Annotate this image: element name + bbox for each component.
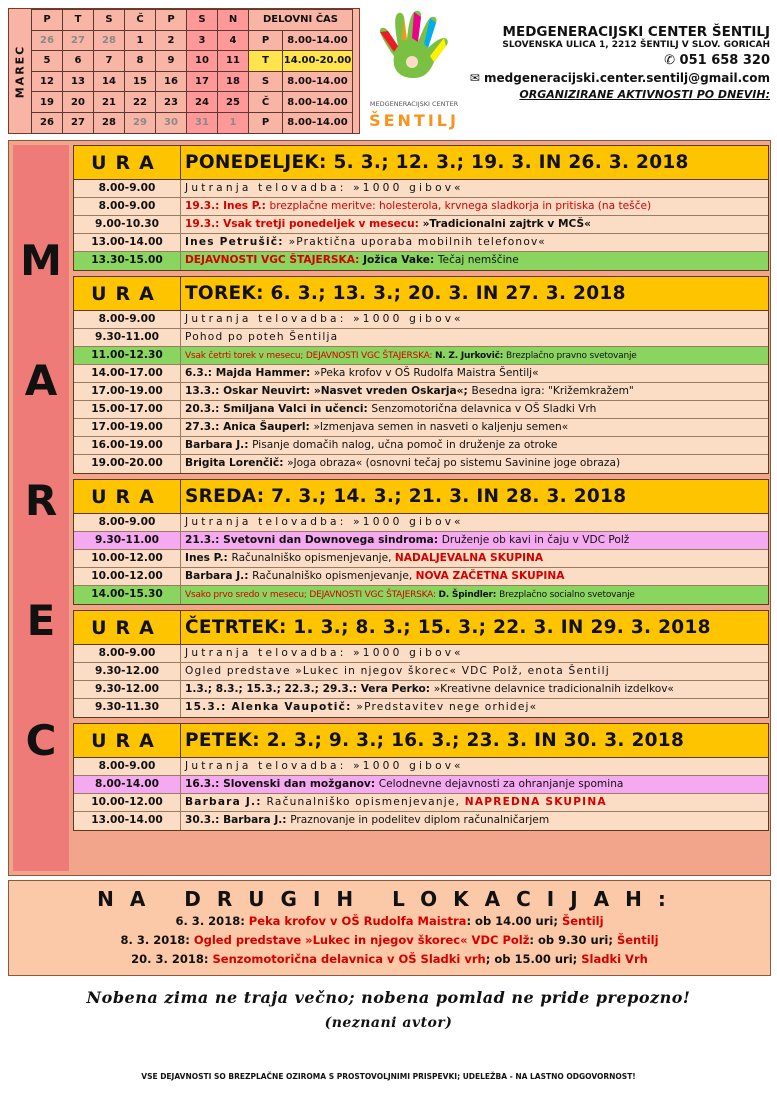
calendar-day: 29 (125, 112, 156, 133)
calendar-week-code: P (249, 112, 283, 133)
activity-row (74, 455, 768, 473)
text-span: Brigita Lorenčič: (185, 457, 288, 469)
other-location-line (9, 913, 770, 930)
handprint-logo-icon (368, 8, 460, 134)
text-span: Besedna igra: "Križemkražem" (471, 385, 634, 397)
calendar-day: 4 (218, 30, 249, 51)
text-span: »Tradicionalni zajtrk v MCŠ« (422, 218, 591, 230)
text-span: Druženje ob kavi in čaju v VDC Polž (441, 534, 630, 546)
text-span: Senzomotorična delavnica v OŠ Sladki Vrh (371, 403, 597, 415)
text-span: DEJAVNOSTI VGC ŠTAJERSKA: (185, 254, 364, 266)
calendar-day: 23 (156, 92, 187, 113)
activity-time: 11.00-12.30 (74, 347, 181, 364)
org-email: ✉ medgeneracijski.center.sentilj@gmail.com (469, 71, 770, 85)
calendar-day: 17 (187, 71, 218, 92)
activity-time: 10.00-12.00 (74, 794, 181, 811)
text-span: Vsak četrti torek v mesecu; DEJAVNOSTI VGC ŠTAJERSKA: (185, 351, 435, 361)
activity-description (181, 216, 768, 233)
activity-description (181, 347, 768, 364)
text-span: 27.3.: Anica Šauperl: (185, 421, 314, 433)
text-span: Ogled predstave »Lukec in njegov škorec« VDC Polž, enota Šentilj (185, 665, 610, 677)
text-span: Računalniško opismenjevanje, (231, 552, 395, 564)
time-column-header: URA (74, 277, 181, 310)
text-span: Brezplačno pravno svetovanje (506, 351, 637, 361)
activity-row (74, 663, 768, 681)
calendar-day: 30 (156, 112, 187, 133)
activity-time: 10.00-12.00 (74, 550, 181, 567)
calendar-day: 14 (94, 71, 125, 92)
text-span: Jutranja telovadba: »1000 gibov« (185, 182, 464, 194)
text-span: Pohod po poteh Šentilja (185, 331, 339, 343)
logo-line1: MEDGENERACIJSKI CENTER (369, 100, 459, 108)
calendar-day: 21 (94, 92, 125, 113)
calendar-day-header: S (94, 10, 125, 31)
activity-description (181, 681, 768, 698)
calendar-day: 27 (63, 112, 94, 133)
activity-time: 10.00-12.00 (74, 568, 181, 585)
activity-description (181, 514, 768, 531)
activity-description (181, 776, 768, 793)
text-span: Ogled predstave »Lukec in njegov škorec« VDC Polž (193, 933, 530, 947)
text-span: Barbara J.: (185, 570, 253, 582)
month-letter: R (24, 476, 58, 525)
calendar-day: 15 (125, 71, 156, 92)
calendar-day: 2 (156, 30, 187, 51)
text-span: Jutranja telovadba: »1000 gibov« (185, 516, 464, 528)
calendar-week-code: Č (249, 92, 283, 113)
logo (368, 8, 460, 134)
footer-note: VSE DEJAVNOSTI SO BREZPLAČNE OZIROMA S PROSTOVOLJNIMI PRISPEVKI; UDELEŽBA - NA LASTNO ODGOVORNOST! (141, 1072, 636, 1081)
organization-info (460, 24, 770, 101)
activity-time: 9.30-12.00 (74, 663, 181, 680)
time-column-header: URA (74, 611, 181, 644)
activity-row (74, 586, 768, 604)
text-span: Peka krofov v OŠ Rudolfa Maistra (248, 914, 467, 928)
activity-time: 8.00-9.00 (74, 514, 181, 531)
activity-time: 9.30-11.00 (74, 329, 181, 346)
activity-description (181, 586, 768, 604)
text-span: 15.3.: Alenka Vaupotič: (185, 701, 357, 713)
text-span: 6. 3. 2018: (175, 914, 249, 928)
activity-description (181, 198, 768, 215)
activity-description (181, 329, 768, 346)
calendar-day: 11 (218, 51, 249, 72)
activity-description (181, 812, 768, 830)
activity-row (74, 514, 768, 532)
activity-description (181, 437, 768, 454)
activity-description (181, 252, 768, 270)
calendar-day: 24 (187, 92, 218, 113)
text-span: 16.3.: Slovenski dan možganov: (185, 778, 379, 790)
calendar-day: 26 (32, 30, 63, 51)
text-span: Ines P.: (185, 552, 232, 564)
text-span: Celodnevne dejavnosti za ohranjanje spomina (378, 778, 624, 790)
activity-description (181, 311, 768, 328)
time-column-header: URA (74, 724, 181, 757)
org-name: MEDGENERACIJSKI CENTER ŠENTILJ (502, 24, 770, 40)
activity-row (74, 401, 768, 419)
other-locations (8, 880, 771, 976)
activity-time: 19.00-20.00 (74, 455, 181, 473)
activity-row (74, 252, 768, 270)
day-title: ČETRTEK: 1. 3.; 8. 3.; 15. 3.; 22. 3. IN 29. 3. 2018 (185, 617, 711, 638)
day-section (73, 479, 769, 605)
activity-row (74, 532, 768, 550)
activity-time: 8.00-9.00 (74, 311, 181, 328)
calendar-day: 28 (94, 112, 125, 133)
logo-line2: ŠENTILJ (369, 111, 459, 130)
time-column-header: URA (74, 146, 181, 179)
activity-row (74, 347, 768, 365)
calendar-hours-header: DELOVNI ČAS (249, 10, 353, 31)
calendar-day-header: S (187, 10, 218, 31)
text-span: Pisanje domačih nalog, učna pomoč in druženje za otroke (252, 439, 558, 451)
activity-row (74, 311, 768, 329)
time-column-header: URA (74, 480, 181, 513)
calendar-day: 7 (94, 51, 125, 72)
calendar-day: 18 (218, 71, 249, 92)
activity-description (181, 645, 768, 662)
activity-description (181, 180, 768, 197)
month-letter: A (24, 356, 58, 405)
calendar-day: 12 (32, 71, 63, 92)
activity-time: 13.30-15.00 (74, 252, 181, 270)
activity-description (181, 401, 768, 418)
day-section (73, 610, 769, 718)
activity-time: 8.00-9.00 (74, 758, 181, 775)
calendar-day: 1 (218, 112, 249, 133)
activity-row (74, 329, 768, 347)
text-span: Jutranja telovadba: »1000 gibov« (185, 647, 464, 659)
text-span: : ob 9.30 uri; (529, 933, 617, 947)
text-span: 8. 3. 2018: (120, 933, 194, 947)
calendar-day: 9 (156, 51, 187, 72)
text-span: ; ob 15.00 uri; (485, 952, 582, 966)
calendar-week-hours: 8.00-14.00 (283, 71, 353, 92)
day-title: TOREK: 6. 3.; 13. 3.; 20. 3. IN 27. 3. 2018 (185, 283, 626, 304)
activity-description (181, 550, 768, 567)
other-locations-title: NA DRUGIH LOKACIJAH: (97, 887, 682, 911)
text-span: Tečaj nemščine (437, 254, 519, 266)
text-span: Računalniško opismenjevanje, (266, 796, 465, 808)
calendar-day-header: P (32, 10, 63, 31)
day-title: PONEDELJEK: 5. 3.; 12. 3.; 19. 3. IN 26. 3. 2018 (185, 152, 689, 173)
text-span: NADALJEVALNA SKUPINA (394, 552, 544, 564)
text-span: 20. 3. 2018: (131, 952, 213, 966)
calendar-day: 13 (63, 71, 94, 92)
text-span: Brezplačno socialno svetovanje (499, 590, 635, 600)
activity-description (181, 234, 768, 251)
calendar-day: 1 (125, 30, 156, 51)
calendar-day-header: T (63, 10, 94, 31)
calendar-day: 10 (187, 51, 218, 72)
calendar-week-code: S (249, 71, 283, 92)
text-span: 19.3.: Ines P.: (185, 200, 270, 212)
activity-row (74, 216, 768, 234)
activity-description (181, 419, 768, 436)
day-section (73, 723, 769, 831)
activity-row (74, 812, 768, 830)
day-header (74, 277, 768, 311)
calendar-day: 3 (187, 30, 218, 51)
activity-description (181, 383, 768, 400)
org-address: SLOVENSKA ULICA 1, 2212 ŠENTILJ V SLOV. GORICAH (502, 40, 770, 50)
calendar-day: 28 (94, 30, 125, 51)
activity-time: 8.00-9.00 (74, 180, 181, 197)
activity-time: 9.00-10.30 (74, 216, 181, 233)
calendar-day: 16 (156, 71, 187, 92)
calendar-day: 25 (218, 92, 249, 113)
activity-row (74, 645, 768, 663)
activity-row (74, 383, 768, 401)
text-span: Barbara J.: (185, 796, 267, 808)
activity-row (74, 681, 768, 699)
calendar-table (31, 9, 353, 134)
text-span: 19.3.: Vsak tretji ponedeljek v mesecu: (185, 218, 423, 230)
activity-row (74, 776, 768, 794)
quote-author: (neznani avtor) (324, 1015, 453, 1031)
activity-description (181, 663, 768, 680)
text-span: »Praktična uporaba mobilnih telefonov« (288, 236, 546, 248)
calendar-day: 27 (63, 30, 94, 51)
activity-description (181, 568, 768, 585)
day-header (74, 611, 768, 645)
activity-row (74, 699, 768, 717)
text-span: D. Špindler: (438, 590, 500, 600)
text-span: Sladki Vrh (581, 952, 648, 966)
activity-description (181, 365, 768, 382)
month-letter: M (20, 236, 62, 285)
calendar-day: 31 (187, 112, 218, 133)
text-span: Šentilj (616, 933, 659, 947)
quote (0, 988, 777, 1031)
activity-time: 17.00-19.00 (74, 383, 181, 400)
activity-row (74, 794, 768, 812)
day-section (73, 145, 769, 271)
activity-description (181, 699, 768, 717)
text-span: »Kreativne delavnice tradicionalnih izdelkov« (433, 683, 674, 695)
text-span: NOVA ZAČETNA SKUPINA (415, 570, 565, 582)
text-span: Jožica Vake: (363, 254, 438, 266)
calendar-week-hours: 8.00-14.00 (283, 112, 353, 133)
activity-row (74, 419, 768, 437)
text-span: Senzomotorična delavnica v OŠ Sladki vrh (212, 952, 486, 966)
activity-row (74, 365, 768, 383)
calendar-day: 22 (125, 92, 156, 113)
text-span: Jutranja telovadba: »1000 gibov« (185, 313, 464, 325)
calendar-week-hours: 14.00-20.00 (283, 51, 353, 72)
org-subtitle: ORGANIZIRANE AKTIVNOSTI PO DNEVIH: (519, 88, 770, 101)
calendar-day: 26 (32, 112, 63, 133)
activity-row (74, 550, 768, 568)
text-span: »Izmenjava semen in nasveti o kaljenju semen« (313, 421, 569, 433)
activity-time: 9.30-11.00 (74, 532, 181, 549)
text-span: Vsako prvo sredo v mesecu; DEJAVNOSTI VGC ŠTAJERSKA: (185, 590, 439, 600)
text-span: 1.3.; 8.3.; 15.3.; 22.3.; 29.3.: Vera Perko: (185, 683, 434, 695)
text-span: NAPREDNA SKUPINA (464, 796, 607, 808)
text-span: Barbara J.: (185, 439, 253, 451)
activity-description (181, 532, 768, 549)
day-header (74, 724, 768, 758)
calendar-day-header: Č (125, 10, 156, 31)
activity-time: 8.00-9.00 (74, 645, 181, 662)
text-span: 21.3.: Svetovni dan Downovega sindroma: (185, 534, 442, 546)
activity-description (181, 758, 768, 775)
activity-time: 13.00-14.00 (74, 812, 181, 830)
day-header (74, 146, 768, 180)
calendar-week-code: P (249, 30, 283, 51)
text-span: Šentilj (561, 914, 604, 928)
text-span: Računalniško opismenjevanje, (252, 570, 416, 582)
activity-time: 13.00-14.00 (74, 234, 181, 251)
calendar-day: 20 (63, 92, 94, 113)
day-sections (73, 145, 769, 836)
activity-time: 14.00-17.00 (74, 365, 181, 382)
activity-description (181, 794, 768, 811)
text-span: : ob 14.00 uri; (466, 914, 562, 928)
activity-row (74, 180, 768, 198)
activity-time: 9.30-12.00 (74, 681, 181, 698)
text-span: Ines Petrušič: (185, 236, 289, 248)
month-letter-strip (13, 145, 69, 871)
activity-row (74, 568, 768, 586)
org-phone: ✆ 051 658 320 (664, 53, 770, 68)
day-header (74, 480, 768, 514)
header (8, 8, 771, 134)
text-span: Praznovanje in podelitev diplom računalničarjem (290, 814, 550, 826)
activity-time: 15.00-17.00 (74, 401, 181, 418)
text-span: 13.3.: Oskar Neuvirt: »Nasvet vreden Oskarja«; (185, 385, 472, 397)
quote-text: Nobena zima ne traja večno; nobena pomlad ne pride prepozno! (86, 988, 691, 1007)
other-location-line (9, 932, 770, 949)
day-title: SREDA: 7. 3.; 14. 3.; 21. 3. IN 28. 3. 2018 (185, 486, 627, 507)
activity-row (74, 758, 768, 776)
month-calendar (8, 8, 360, 134)
calendar-week-hours: 8.00-14.00 (283, 92, 353, 113)
text-span: brezplačne meritve: holesterola, krvnega sladkorja in pritiska (na tešče) (269, 200, 652, 212)
text-span: 20.3.: Smiljana Valci in učenci: (185, 403, 372, 415)
text-span: »Peka krofov v OŠ Rudolfa Maistra Šentilj« (313, 367, 539, 379)
activity-time: 16.00-19.00 (74, 437, 181, 454)
calendar-day: 19 (32, 92, 63, 113)
activity-time: 8.00-14.00 (74, 776, 181, 793)
activity-time: 17.00-19.00 (74, 419, 181, 436)
activity-time: 8.00-9.00 (74, 198, 181, 215)
month-letter: E (26, 596, 56, 645)
calendar-day-header: N (218, 10, 249, 31)
calendar-day: 6 (63, 51, 94, 72)
activity-description (181, 455, 768, 473)
text-span: Jutranja telovadba: »1000 gibov« (185, 760, 464, 772)
calendar-day-header: P (156, 10, 187, 31)
schedule (8, 140, 771, 876)
calendar-day: 5 (32, 51, 63, 72)
text-span: 30.3.: Barbara J.: (185, 814, 291, 826)
calendar-month-label: MAREC (13, 44, 27, 98)
text-span: »Joga obraza« (osnovni tečaj po sistemu Savinine joge obraza) (287, 457, 621, 469)
text-span: »Predstavitev nege orhidej« (356, 701, 538, 713)
calendar-day: 8 (125, 51, 156, 72)
activity-row (74, 198, 768, 216)
activity-row (74, 437, 768, 455)
day-title: PETEK: 2. 3.; 9. 3.; 16. 3.; 23. 3. IN 30. 3. 2018 (185, 730, 685, 751)
month-letter: C (25, 716, 57, 765)
text-span: N. Z. Jurkovič: (434, 351, 507, 361)
other-location-line (9, 951, 770, 968)
activity-time: 9.30-11.30 (74, 699, 181, 717)
activity-time: 14.00-15.30 (74, 586, 181, 604)
day-section (73, 276, 769, 474)
text-span: 6.3.: Majda Hammer: (185, 367, 314, 379)
calendar-week-hours: 8.00-14.00 (283, 30, 353, 51)
calendar-week-code: T (249, 51, 283, 72)
activity-row (74, 234, 768, 252)
